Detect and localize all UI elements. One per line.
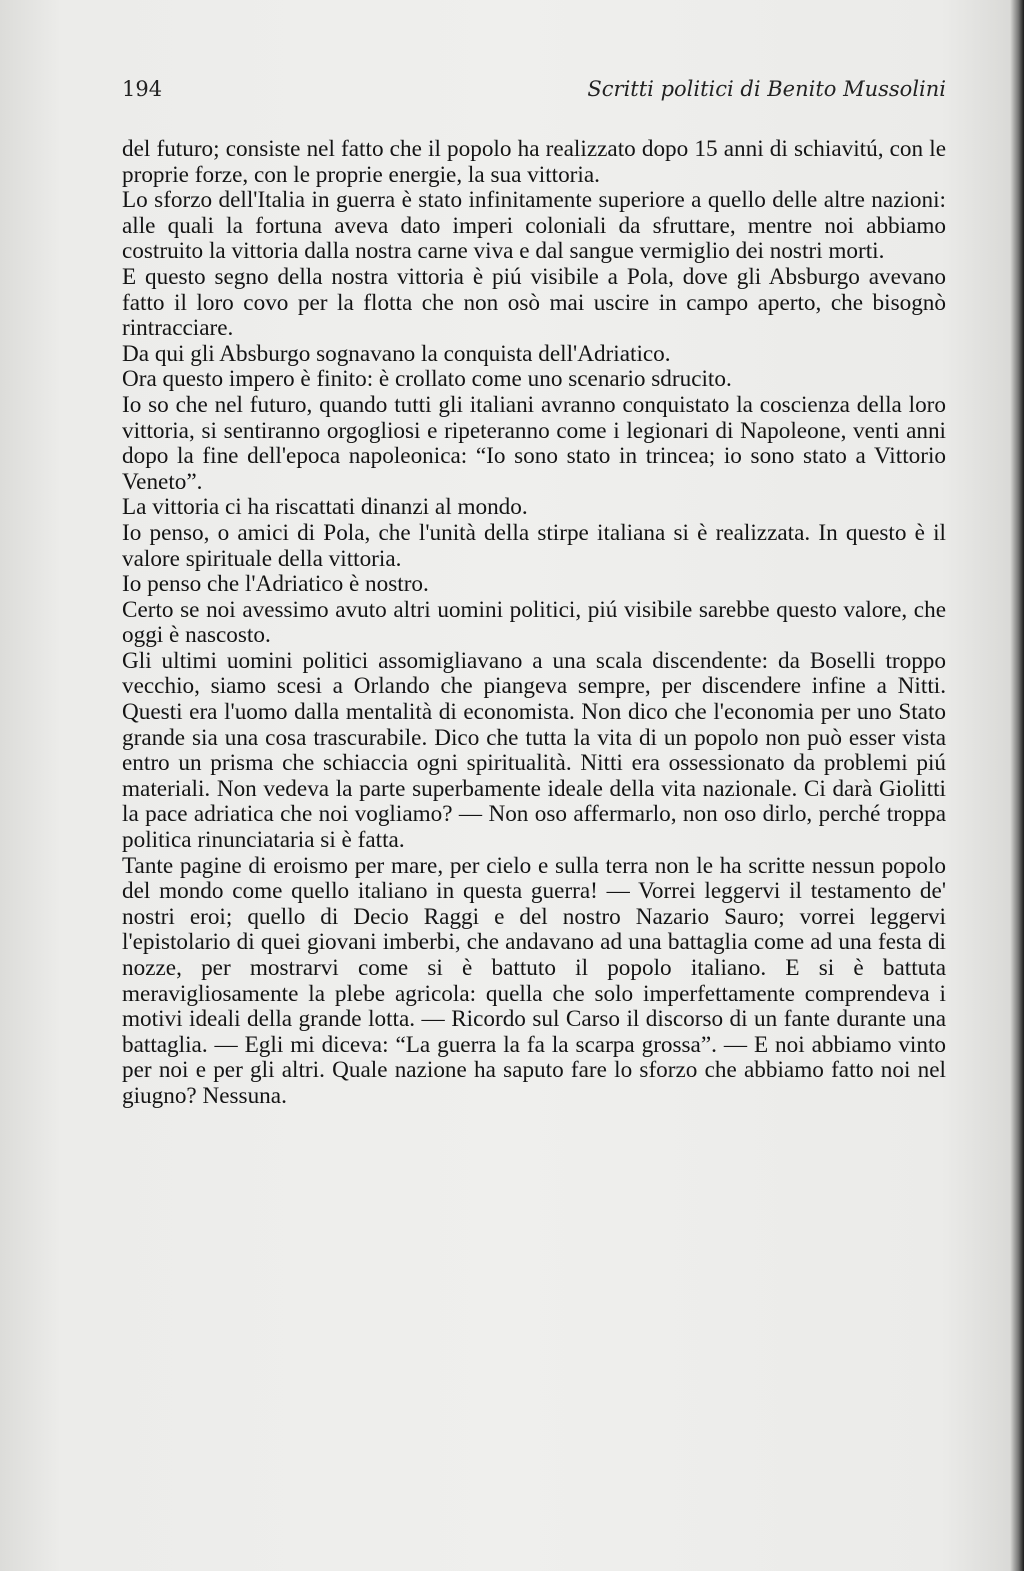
running-head (122, 74, 946, 104)
paragraph: Tante pagine di eroismo per mare, per cielo e sulla terra non le ha scritte nessun popolo del mondo come quello italiano in questa guerra! — Vorrei leggervi il testamento de' nostri eroi; quello di Decio Raggi e del nostro Nazario Sauro; vorrei leggervi l'epistolario di quei giovani imberbi, che andavano ad una battaglia come ad una festa di nozze, per mostrarvi come si è battuto il popolo italiano. E si è battuta meravigliosamente la plebe agricola: quella che solo imperfettamente comprendeva i motivi ideali della grande lotta. — Ricordo sul Carso il discorso di un fante durante una battaglia. — Egli mi diceva: “La guerra la fa la scarpa grossa”. — E noi abbiamo vinto per noi e per gli altri. Quale nazione ha saputo fare lo sforzo che abbiamo fatto noi nel giugno? Nessuna. (122, 852, 946, 1109)
paragraph: Io so che nel futuro, quando tutti gli italiani avranno conquistato la coscienza della loro vittoria, si sentiranno orgogliosi e ripeteranno come i legionari di Napoleone, venti anni dopo la fine dell'epoca napoleonica: “Io sono stato in trincea; io sono stato a Vittorio Veneto”. (122, 391, 946, 495)
running-title: Scritti politici di Benito Mussolini (587, 77, 946, 101)
page-number: 194 (122, 77, 163, 101)
paragraph: E questo segno della nostra vittoria è piú visibile a Pola, dove gli Absburgo avevano fatto il loro covo per la flotta che non osò mai uscire in campo aperto, che bisognò rintracciare. (122, 263, 946, 342)
paragraph: Io penso che l'Adriatico è nostro. (122, 571, 429, 598)
paragraph: Certo se noi avessimo avuto altri uomini politici, piú visibile sarebbe questo valore, che oggi è nascosto. (122, 596, 946, 649)
paragraph: Io penso, o amici di Pola, che l'unità della stirpe italiana si è realizzata. In questo è il valore spirituale della vittoria. (122, 519, 946, 572)
paragraph: Lo sforzo dell'Italia in guerra è stato infinitamente superiore a quello delle altre nazioni: alle quali la fortuna aveva dato imperi coloniali da sfruttare, mentre noi abbiamo costruito la vittoria dalla nostra carne viva e dal sangue vermiglio dei nostri morti. (122, 187, 946, 265)
paragraph: del futuro; consiste nel fatto che il popolo ha realizzato dopo 15 anni di schiavitú, con le proprie forze, con le proprie energie, la sua vittoria. (122, 136, 946, 188)
paragraph: Da qui gli Absburgo sognavano la conquista dell'Adriatico. (122, 340, 671, 367)
paragraph: Ora questo impero è finito: è crollato come uno scenario sdrucito. (122, 366, 732, 393)
page-binding-shadow (1010, 0, 1024, 1571)
paragraph: La vittoria ci ha riscattati dinanzi al mondo. (122, 494, 528, 521)
paragraph: Gli ultimi uomini politici assomigliavano a una scala discendente: da Boselli troppo vecchio, siamo scesi a Orlando che piangeva sempre, per discendere infine a Nitti. Questi era l'uomo dalla mentalità di economista. Non dico che l'economia per uno Stato grande sia una cosa trascurabile. Dico che tutta la vita di un popolo non può esser vista entro un prisma che schiaccia ogni spiritualità. Nitti era ossessionato da problemi piú materiali. Non vedeva la parte superbamente ideale della vita nazionale. Ci darà Giolitti la pace adriatica che noi vogliamo? — Non oso affermarlo, non oso dirlo, perché troppa politica rinunciataria si è fatta. (122, 647, 946, 854)
body-text (122, 137, 946, 1110)
